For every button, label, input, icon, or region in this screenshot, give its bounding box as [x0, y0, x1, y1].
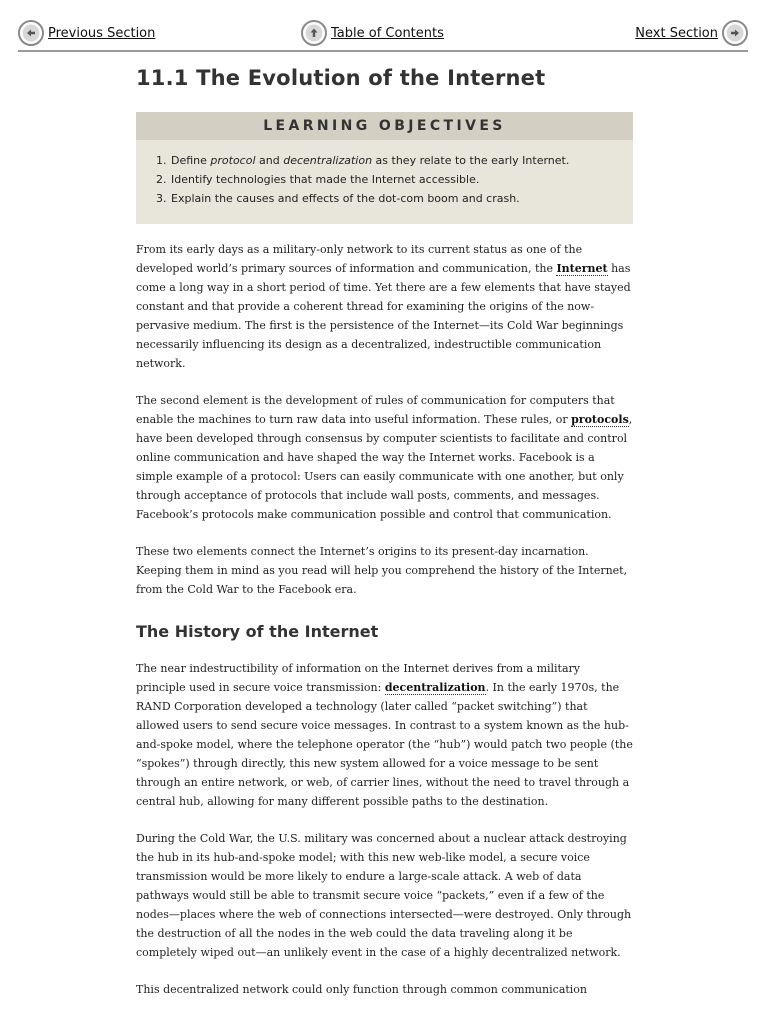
glossary-term-internet[interactable]: Internet — [556, 262, 608, 275]
paragraph-2-start: The second element is the development of rules of communication for computers that enable the machines to turn raw data into useful information. These rules, or — [136, 394, 615, 426]
next-section-label: Next Section — [635, 25, 718, 41]
objective-item: 2. Identify technologies that made the Internet accessible. — [170, 170, 633, 189]
table-of-contents-label: Table of Contents — [331, 25, 444, 41]
paragraph-decentralization — [136, 659, 633, 811]
arrow-up-circle-icon — [301, 20, 327, 46]
paragraph-cold-war: During the Cold War, the U.S. military was concerned about a nuclear attack destroying the hub in its hub-and-spoke model; with this new web-like model, a secure voice transmission would be more likely to endure a large-scale attack. A web of data pathways would still be able to transmit secure voice “packets,” even if a few of the nodes—places where the web of connections intersected—were destroyed. Only through the destruction of all the nodes in the web could the data traveling along it be completely wiped out—an unlikely event in the case of a highly decentralized network. — [136, 832, 632, 959]
paragraph-two-elements: These two elements connect the Internet’s origins to its present-day incarnation. Keeping them in mind as you read will help you comprehend the history of the Internet, from the Cold War to the Facebook era. — [136, 545, 628, 596]
paragraph-2-end: , have been developed through consensus by computer scientists to facilitate and control online communication and have shaped the way the Internet works. Facebook is a simple example of a protocol: Users can easily communicate with one another, but only through acceptance of protocols that include wall posts, comments, and messages. Facebook’s protocols make communication possible and control that communication. — [136, 413, 633, 521]
objective-1-text-and: and — [255, 154, 284, 167]
paragraph-1-start: From its early days as a military-only network to its current status as one of the developed world’s primary sources of information and communication, the — [136, 243, 583, 275]
paragraph-protocols — [136, 391, 633, 524]
paragraph-decentralized-network: This decentralized network could only function through common communication — [136, 983, 588, 996]
page-title: 11.1 The Evolution of the Internet — [136, 66, 546, 90]
learning-objectives-list — [136, 151, 633, 208]
objective-1-term-protocol: protocol — [210, 154, 256, 167]
paragraph-intro — [136, 240, 633, 373]
glossary-term-protocols[interactable]: protocols — [571, 413, 629, 426]
glossary-term-decentralization[interactable]: decentralization — [384, 681, 486, 694]
arrow-left-circle-icon — [18, 20, 44, 46]
previous-section-link[interactable] — [18, 20, 155, 46]
paragraph-4-start: The near indestructibility of information on the Internet derives from a military principle used in secure voice transmission: — [136, 662, 581, 694]
next-section-link[interactable] — [635, 20, 748, 46]
objective-1-term-decentralization: decentralization — [283, 154, 373, 167]
objective-item: 3. Explain the causes and effects of the dot-com boom and crash. — [170, 189, 633, 208]
main-content — [136, 60, 633, 999]
paragraph-4-end: . In the early 1970s, the RAND Corporation developed a technology (later called “packet switching”) that allowed users to send secure voice messages. In contrast to a system known as the hub-and-spoke model, where the telephone operator (the “hub”) would patch two people (the “spokes”) through directly, this new system allowed for a voice message to be sent through an entire network, or web, of carrier lines, without the need to travel through a central hub, allowing for many different possible paths to the destination. — [136, 681, 633, 808]
table-of-contents-link[interactable] — [301, 20, 444, 46]
learning-objectives-header: LEARNING OBJECTIVES — [136, 112, 633, 140]
objective-item — [170, 151, 633, 170]
top-navigation — [18, 18, 748, 52]
previous-section-label: Previous Section — [48, 25, 156, 41]
arrow-right-circle-icon — [722, 20, 748, 46]
objective-1-text-end: as they relate to the early Internet. — [372, 154, 570, 167]
learning-objectives-box — [136, 112, 633, 224]
section-heading-history: The History of the Internet — [136, 622, 379, 641]
paragraph-1-end: has come a long way in a short period of time. Yet there are a few elements that have stayed constant and that provide a coherent thread for examining the origins of the now-pervasive medium. The first is the persistence of the Internet—its Cold War beginnings necessarily influencing its design as a decentralized, indestructible communication network. — [136, 262, 631, 370]
objective-1-text-start: Define — [171, 154, 211, 167]
